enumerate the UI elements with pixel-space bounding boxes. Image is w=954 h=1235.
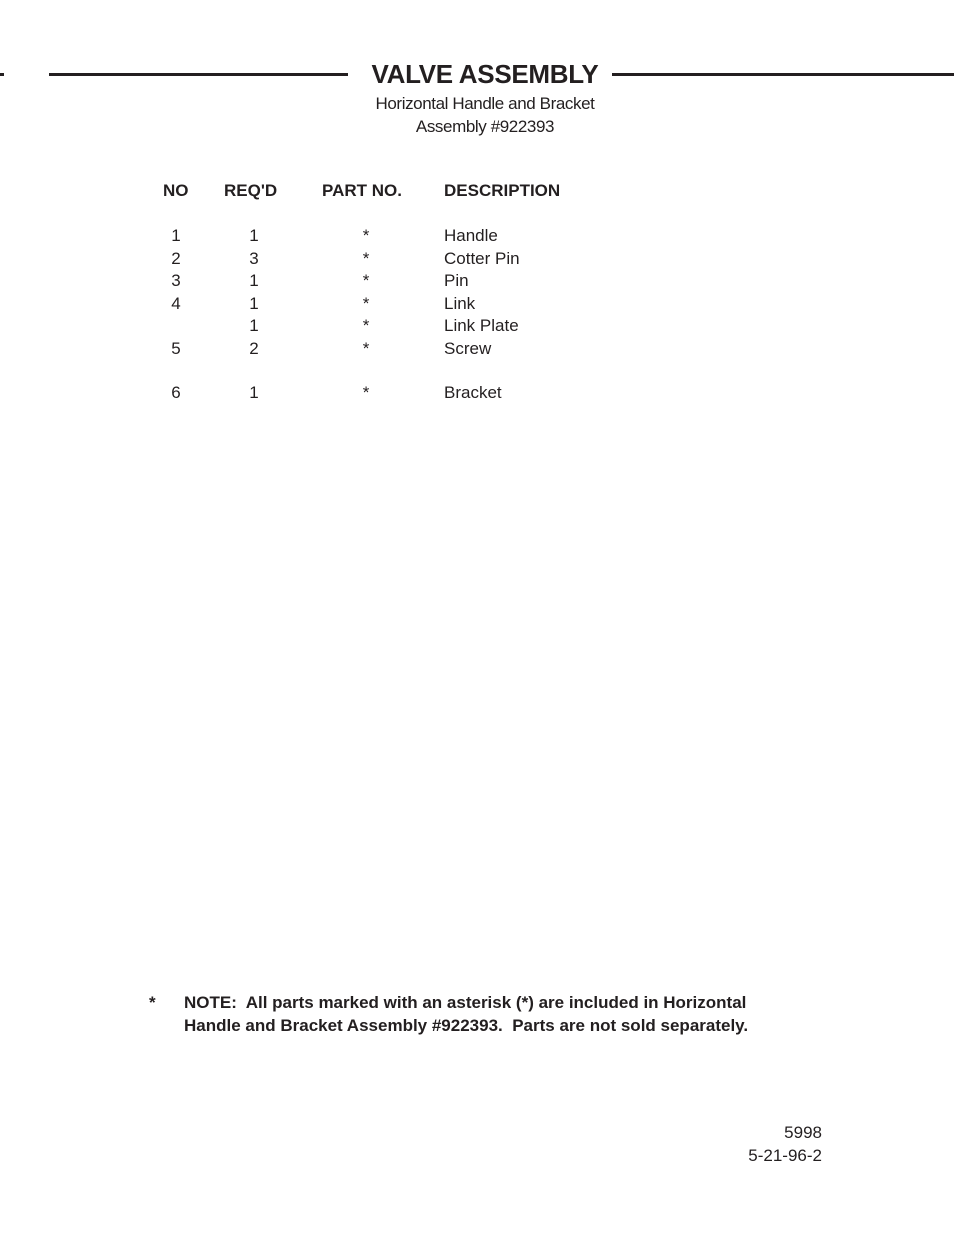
row-no: 2	[171, 249, 181, 268]
row-no: 1	[171, 226, 181, 245]
row-no: 4	[171, 294, 181, 313]
row-part-no: *	[362, 249, 370, 268]
row-reqd: 2	[249, 339, 259, 358]
row-reqd: 1	[249, 226, 259, 245]
table-row	[0, 293, 954, 315]
row-description: Cotter Pin	[444, 249, 520, 268]
table-row	[0, 315, 954, 337]
column-header-no: NO	[163, 181, 189, 200]
row-part-no: *	[362, 294, 370, 313]
row-no: 6	[171, 383, 181, 402]
row-part-no: *	[362, 271, 370, 290]
table-row	[0, 248, 954, 270]
row-description: Pin	[444, 271, 469, 290]
row-part-no: *	[362, 226, 370, 245]
table-row	[0, 270, 954, 292]
row-part-no: *	[362, 383, 370, 402]
row-description: Bracket	[444, 383, 502, 402]
note-line-2: Handle and Bracket Assembly #922393. Parts are not sold separately.	[184, 1016, 749, 1035]
row-reqd: 1	[249, 383, 259, 402]
footer-code: 5998	[784, 1123, 822, 1142]
row-no: 3	[171, 271, 181, 290]
note-line-1: NOTE: All parts marked with an asterisk (*) are included in Horizontal	[184, 993, 747, 1012]
subtitle-line-1: Horizontal Handle and Bracket	[375, 94, 595, 113]
row-description: Link	[444, 294, 476, 313]
note-asterisk: *	[149, 993, 156, 1012]
page-title: VALVE ASSEMBLY	[371, 59, 599, 89]
row-description: Handle	[444, 226, 498, 245]
row-description: Screw	[444, 339, 492, 358]
column-header-reqd: REQ'D	[224, 181, 278, 200]
subtitle-line-2: Assembly #922393	[415, 117, 555, 136]
row-part-no: *	[362, 316, 370, 335]
note-text	[184, 991, 844, 1037]
row-reqd: 3	[249, 249, 259, 268]
column-header-description: DESCRIPTION	[444, 181, 561, 200]
row-reqd: 1	[249, 316, 259, 335]
row-no: 5	[171, 339, 181, 358]
row-description: Link Plate	[444, 316, 519, 335]
row-reqd: 1	[249, 294, 259, 313]
row-reqd: 1	[249, 271, 259, 290]
column-header-part-no: PART NO.	[322, 181, 402, 200]
table-row	[0, 225, 954, 247]
row-part-no: *	[362, 339, 370, 358]
footer-date-code: 5-21-96-2	[748, 1146, 822, 1165]
table-row	[0, 338, 954, 360]
table-row	[0, 382, 954, 404]
